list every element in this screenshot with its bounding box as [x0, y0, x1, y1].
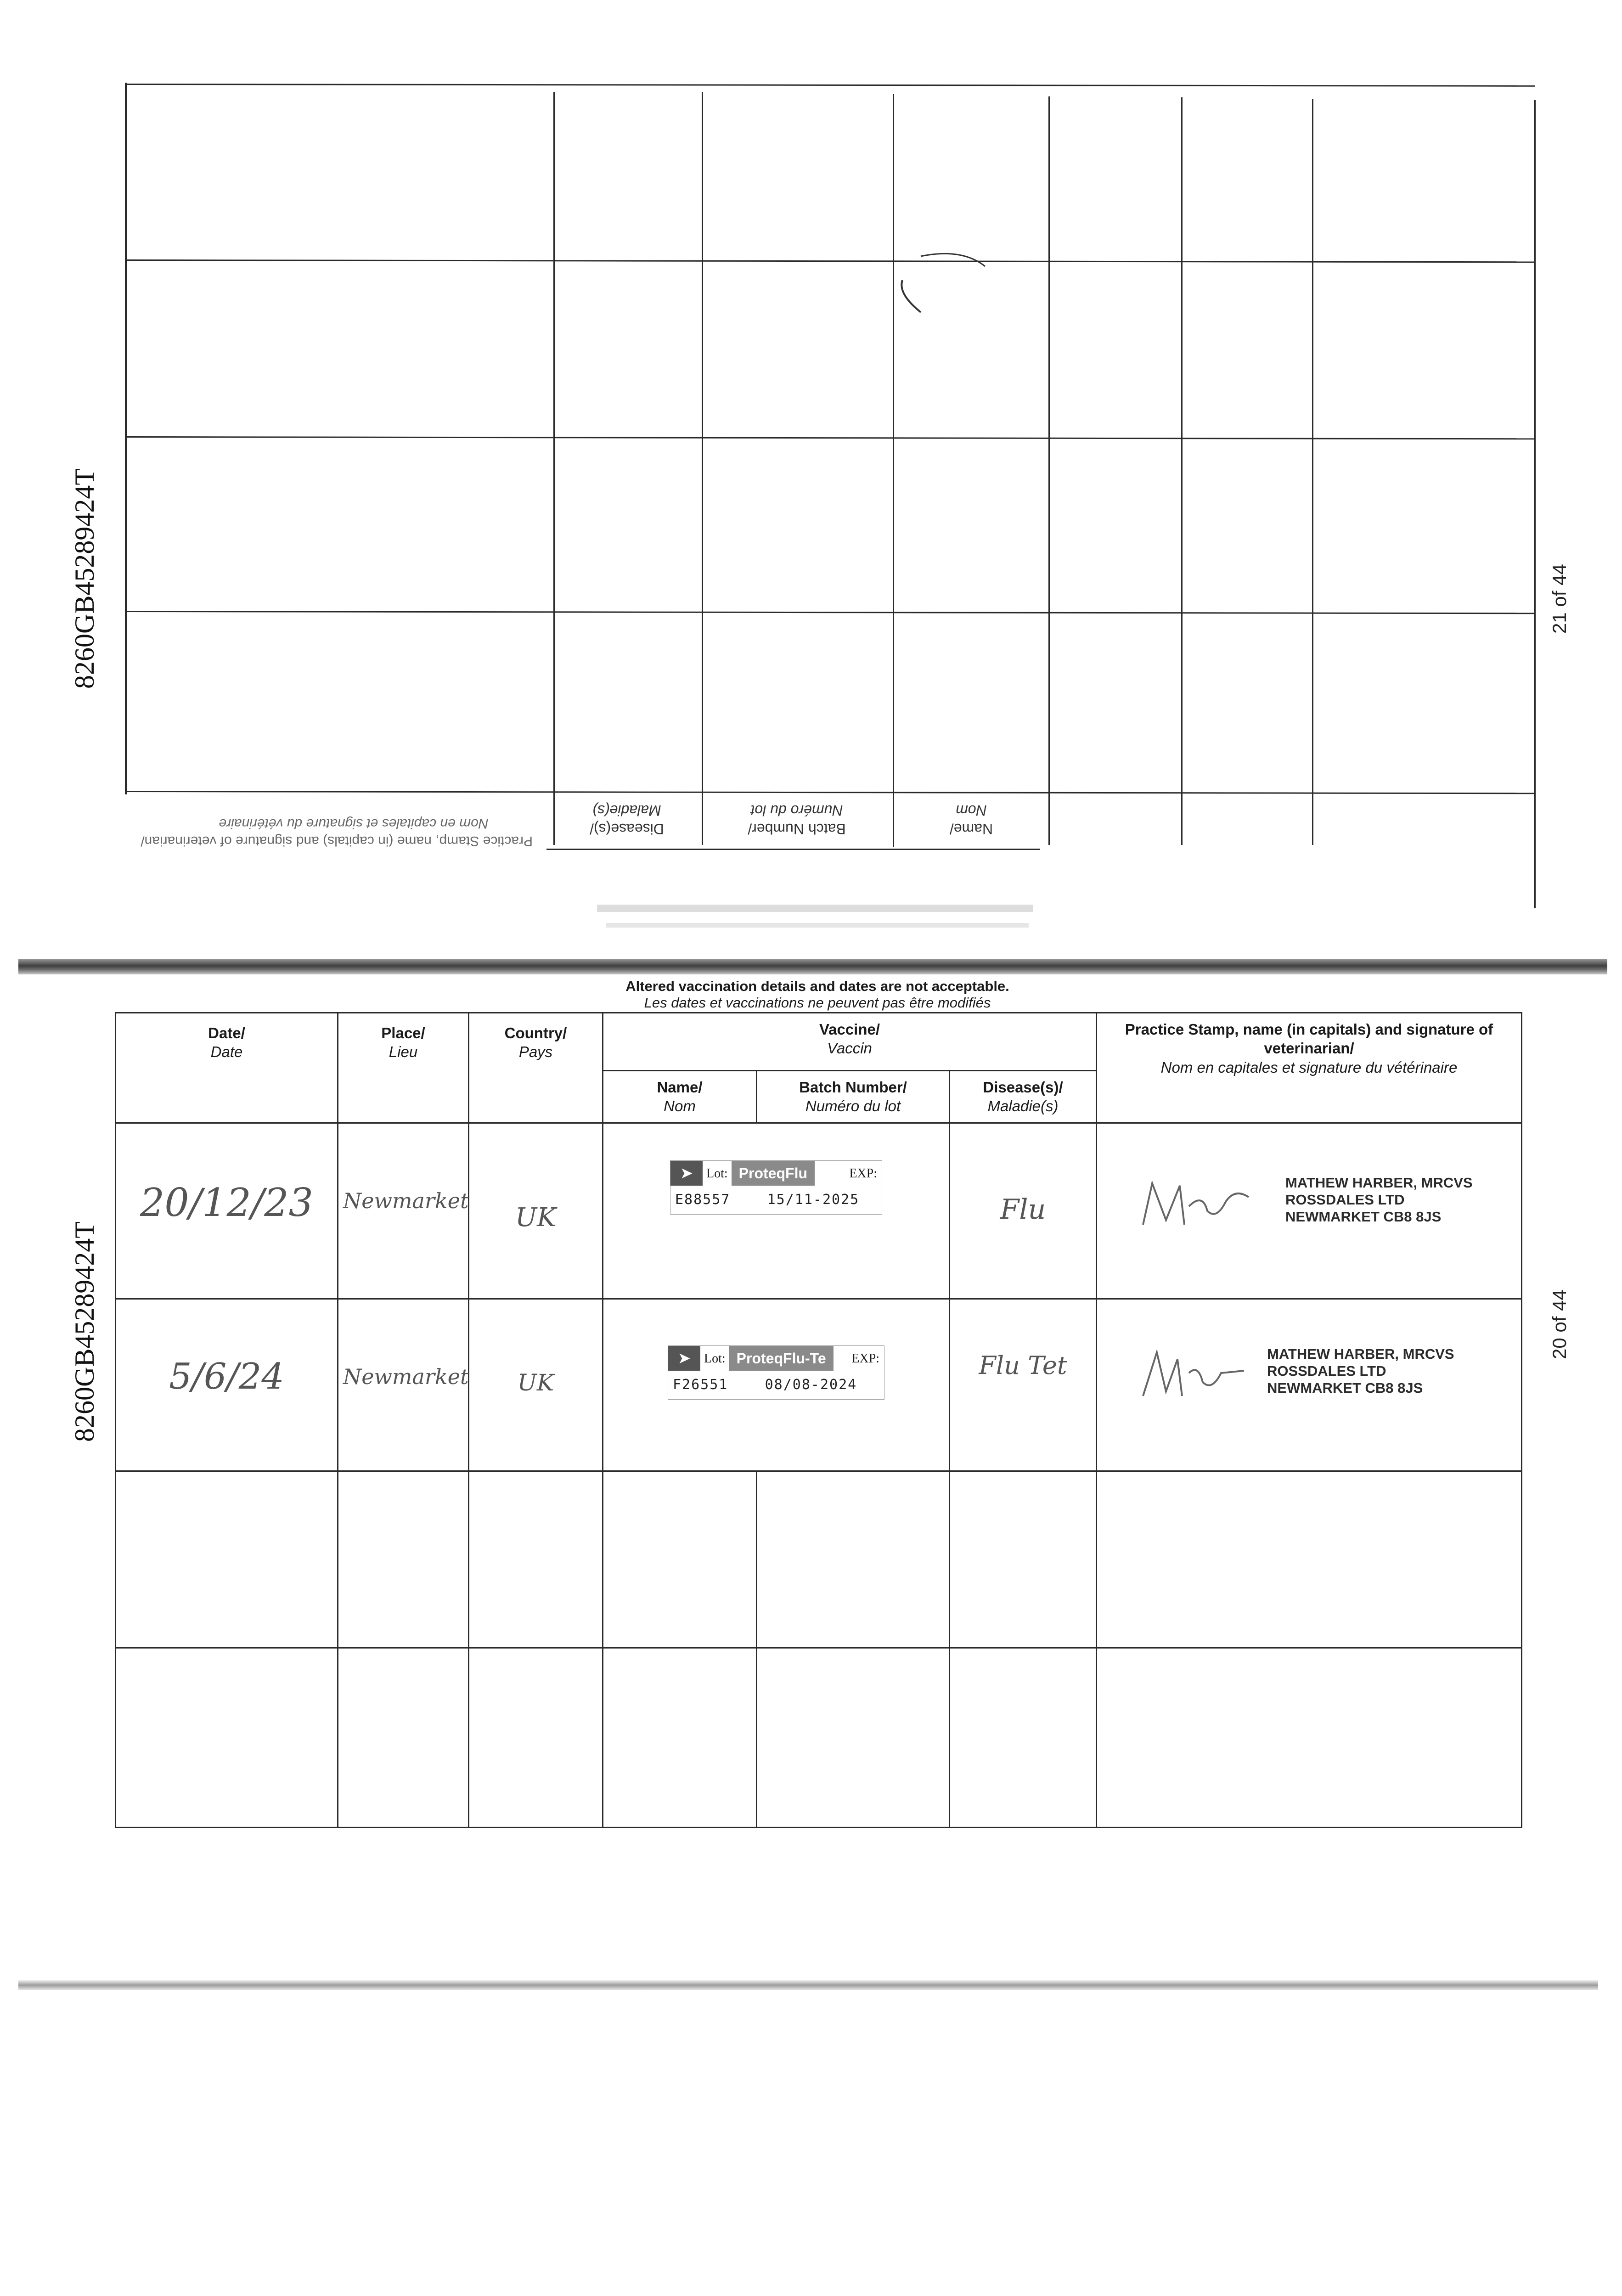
name-cell [603, 1471, 757, 1648]
sticker-lot: E88557 [675, 1192, 731, 1208]
vaccine-label-cell [603, 1123, 950, 1299]
vet-signature [1138, 1174, 1258, 1234]
document-id-top: 8260GB45289424T [69, 468, 100, 689]
date-cell: 5/6/24 [116, 1299, 338, 1471]
name-header: Name/ Nom [603, 1071, 757, 1123]
top-name-header: Name/ Nom [949, 802, 993, 837]
practice-header: Practice Stamp, name (in capitals) and signature of veterinarian/ Nom en capitales et signature du vétérinaire [1097, 1013, 1522, 1123]
top-practice-header: Practice Stamp, name (in capitals) and signature of veterinarian/ Nom en capitales et signature du vétérinaire [141, 816, 533, 849]
grid-line [125, 84, 1535, 87]
sticker-logo-icon: ➤ [668, 1346, 700, 1371]
date-cell [116, 1471, 338, 1648]
table-row [116, 1123, 1522, 1299]
place-cell: Newmarket [338, 1299, 469, 1471]
top-disease-header: Disease(s)/ Maladie(s) [590, 802, 664, 837]
sticker-product-name: ProteqFlu-Te [729, 1346, 834, 1371]
sticker-product-name: ProteqFlu [732, 1161, 815, 1186]
name-cell [603, 1648, 757, 1828]
place-cell [338, 1471, 469, 1648]
table-row [116, 1471, 1522, 1648]
grid-line [546, 849, 1040, 850]
place-cell [338, 1648, 469, 1828]
vaccine-sticker: ➤ Lot: ProteqFlu EXP: E88557 15/11-2025 [670, 1160, 882, 1215]
grid-line [125, 83, 127, 794]
sticker-exp: 08/08-2024 [765, 1377, 857, 1393]
table-row [116, 1648, 1522, 1828]
batch-header: Batch Number/ Numéro du lot [757, 1071, 950, 1123]
country-cell: UK [469, 1123, 603, 1299]
sticker-lot: F26551 [673, 1377, 728, 1393]
practice-stamp-cell [1097, 1648, 1522, 1828]
place-header: Place/ Lieu [338, 1013, 469, 1123]
grid-line [1312, 99, 1313, 845]
grid-line [1181, 97, 1183, 845]
vaccination-table [115, 1012, 1522, 1828]
disease-cell [950, 1648, 1097, 1828]
bleed-through-smudge [597, 905, 1033, 912]
grid-line [1048, 96, 1050, 845]
page-fold-shadow [18, 959, 1607, 974]
practice-stamp: MATHEW HARBER, MRCVS ROSSDALES LTD NEWMARKET CB8 8JS [1285, 1175, 1473, 1225]
disease-cell: Flu [950, 1123, 1097, 1299]
vet-signature [1138, 1345, 1249, 1405]
grid-line [702, 92, 703, 845]
place-cell: Newmarket [338, 1123, 469, 1299]
bleed-through-smudge [606, 923, 1029, 928]
date-header: Date/ Date [116, 1013, 338, 1123]
disease-cell [950, 1471, 1097, 1648]
grid-line [125, 611, 1535, 614]
sticker-logo-icon: ➤ [670, 1161, 703, 1186]
disease-header: Disease(s)/ Maladie(s) [950, 1071, 1097, 1123]
grid-line [553, 92, 555, 845]
practice-stamp: MATHEW HARBER, MRCVS ROSSDALES LTD NEWMARKET CB8 8JS [1267, 1346, 1454, 1396]
disease-cell: Flu Tet [950, 1299, 1097, 1471]
top-batch-header: Batch Number/ Numéro du lot [748, 802, 846, 837]
country-cell [469, 1648, 603, 1828]
country-header: Country/ Pays [469, 1013, 603, 1123]
country-cell [469, 1471, 603, 1648]
practice-stamp-cell [1097, 1471, 1522, 1648]
notice-english: Altered vaccination details and dates are not acceptable. [625, 978, 1009, 994]
page-number-bottom: 20 of 44 [1549, 1289, 1570, 1359]
scan-edge-shadow [18, 1980, 1598, 1990]
pen-mark [893, 248, 994, 321]
table-row [116, 1299, 1522, 1471]
notice-french: Les dates et vaccinations ne peuvent pas être modifiés [644, 995, 991, 1011]
vaccine-label-cell [603, 1299, 950, 1471]
grid-line [893, 94, 894, 847]
grid-line [125, 259, 1535, 263]
notice [505, 978, 1130, 1011]
practice-stamp-cell [1097, 1123, 1522, 1299]
batch-cell [757, 1648, 950, 1828]
vaccine-header: Vaccine/ Vaccin [603, 1013, 1097, 1071]
sticker-exp: 15/11-2025 [767, 1192, 860, 1208]
page-number-top: 21 of 44 [1549, 564, 1570, 634]
country-cell: UK [469, 1299, 603, 1471]
grid-line [125, 791, 1535, 794]
date-cell [116, 1648, 338, 1828]
batch-cell [757, 1471, 950, 1648]
vaccine-sticker: ➤ Lot: ProteqFlu-Te EXP: F26551 08/08-2024 [668, 1345, 884, 1400]
document-id-bottom: 8260GB45289424T [69, 1221, 100, 1442]
date-cell: 20/12/23 [116, 1123, 338, 1299]
grid-line [1534, 100, 1536, 908]
practice-stamp-cell [1097, 1299, 1522, 1471]
grid-line [125, 436, 1535, 439]
